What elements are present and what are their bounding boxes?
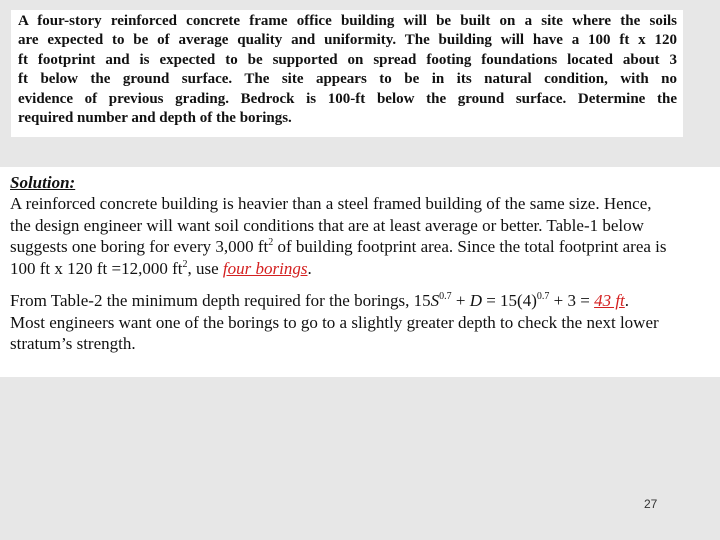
solution-text: +: [451, 291, 470, 310]
paragraph-gap: [10, 279, 720, 290]
variable-d: D: [469, 291, 482, 310]
solution-text: = 15(4): [481, 291, 537, 310]
solution-section: [0, 167, 720, 377]
solution-line: Most engineers want one of the borings to go to a slightly greater depth to check the next lower: [10, 312, 659, 332]
solution-text: suggests one boring for every 3,000 ft: [10, 237, 269, 256]
solution-text: , use: [187, 258, 223, 278]
solution-text: 100 ft x 120 ft =12,000 ft: [10, 258, 183, 278]
solution-text: of building footprint area. Since the total footprint area is: [273, 237, 667, 256]
problem-statement: [11, 10, 683, 137]
solution-text: + 3 =: [549, 291, 595, 310]
problem-line: are expected to be of average quality and uniformity. The building will have a 100 ft x 120: [18, 32, 677, 49]
superscript: 0.7: [439, 291, 452, 302]
solution-line: [10, 236, 720, 258]
borings-answer: four borings: [222, 258, 308, 278]
solution-heading: Solution:: [10, 173, 76, 192]
solution-text: From Table-2 the minimum depth required for the borings, 15: [10, 291, 431, 310]
problem-line: ft below the ground surface. The site appears to be in its natural condition, with no: [18, 71, 677, 88]
superscript: 2: [268, 237, 274, 248]
solution-line: stratum’s strength.: [10, 334, 136, 353]
solution-line: [10, 258, 720, 280]
solution-text: .: [624, 291, 630, 310]
solution-line: [10, 290, 720, 312]
solution-text: .: [307, 258, 312, 278]
problem-line: A four-story reinforced concrete frame office building will be built on a site where the soils: [18, 13, 677, 29]
depth-answer: 43 ft: [594, 291, 625, 310]
solution-line: the design engineer will want soil conditions that are at least average or better. Table-1 below: [10, 215, 644, 235]
problem-line: ft footprint and is expected to be supported on spread footing foundations located about 3: [18, 51, 677, 68]
problem-line: required number and depth of the borings.: [18, 110, 292, 127]
superscript: 0.7: [536, 291, 550, 302]
variable-s: S: [430, 291, 440, 310]
problem-line: evidence of previous grading. Bedrock is 100-ft below the ground surface. Determine the: [18, 90, 677, 107]
solution-line: A reinforced concrete building is heavier than a steel framed building of the same size. Hence,: [10, 194, 652, 213]
superscript: 2: [182, 258, 188, 270]
page-number: 27: [644, 497, 658, 511]
